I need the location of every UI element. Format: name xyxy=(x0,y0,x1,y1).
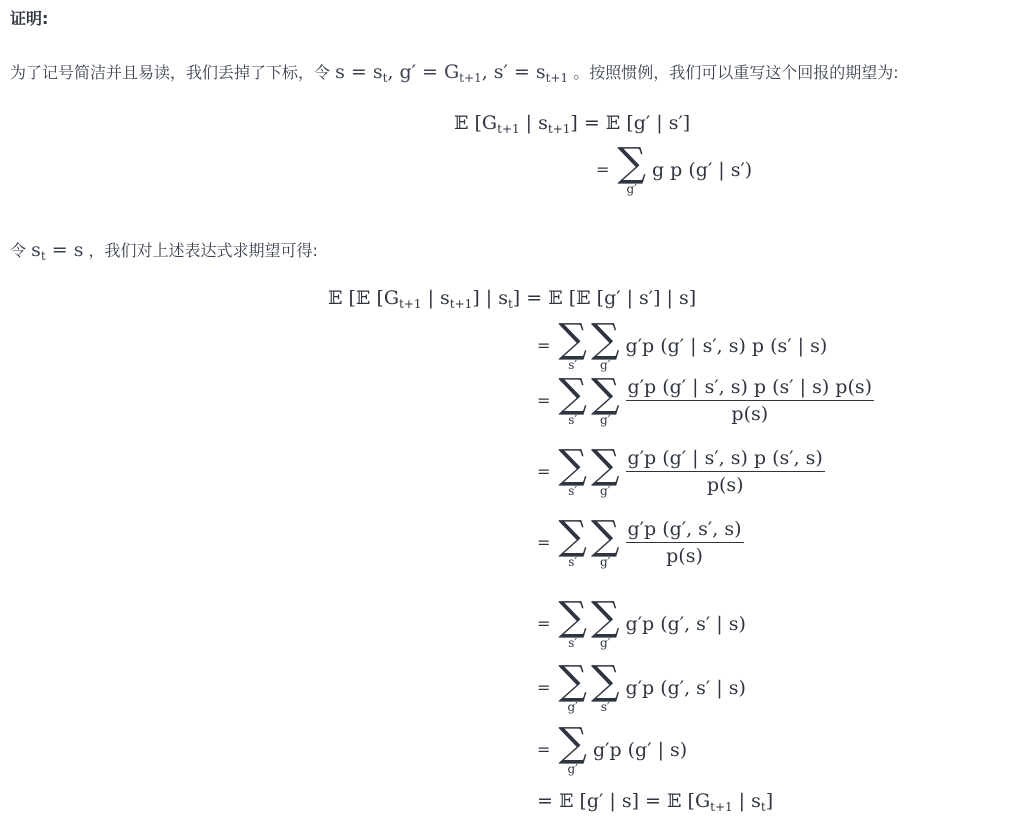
sum-symbol: ∑ g′ xyxy=(590,442,620,498)
sum-symbol: ∑ s′ xyxy=(558,513,587,569)
derivation-line: = ∑ s′ ∑ g′ g′p (g′, s′ | s) xyxy=(537,594,746,650)
sum-symbol: ∑ s′ xyxy=(590,658,620,714)
sum-symbol: ∑ s′ xyxy=(558,316,587,372)
expression: g′p (g′, s′ | s) xyxy=(625,612,746,635)
sum-symbol: ∑ s′ xyxy=(558,371,587,427)
sum-symbol: ∑ s′ xyxy=(558,594,587,650)
derivation-line: = ∑ s′ ∑ g′ $\frac{g'p (g' | s', s) p (s', s)}{p(s)}$ xyxy=(537,442,823,498)
intro-prefix: 为了记号简洁并且易读，我们丢掉了下标，令 xyxy=(10,63,331,82)
eq2-last-line: = 𝔼 [g′ | s] = 𝔼 [$G_{t+1}$ | $s_t$] xyxy=(537,790,774,814)
proof-title: 证明: xyxy=(10,9,49,28)
sum-symbol: ∑ g′ xyxy=(590,594,620,650)
derivation-line: = ∑ g′ ∑ s′ g′p (g′, s′ | s) xyxy=(537,658,746,714)
fraction: $\frac{g'p (g' | s', s) p (s' | s) p(s)}{p(s)}$ xyxy=(627,376,873,425)
derivation-line: = ∑ s′ ∑ g′ $\frac{g'p (g' | s', s) p (s' | s) p(s)}{p(s)}$ xyxy=(537,371,873,427)
intro-suffix: 。按照惯例，我们可以重写这个回报的期望为: xyxy=(573,63,899,82)
derivation-line: = ∑ g′ g′p (g′ | s) xyxy=(537,720,688,776)
expression: g′p (g′ | s) xyxy=(592,738,688,761)
sum-symbol: ∑ g′ xyxy=(558,658,587,714)
eq1-line2: = ∑ g′ g p (g′ | s′) xyxy=(596,140,753,196)
sum-symbol: ∑ g′ xyxy=(590,316,620,372)
expression: g′p (g′ | s′, s) p (s′ | s) xyxy=(625,334,828,357)
derivation-line: = ∑ s′ ∑ g′ g′p (g′ | s′, s) p (s′ | s) xyxy=(537,316,828,372)
derivation-line: = ∑ s′ ∑ g′ $\frac{g'p (g', s', s)}{p(s)}$ xyxy=(537,513,742,569)
intro-paragraph xyxy=(10,60,899,85)
sum-symbol: ∑ g′ xyxy=(590,513,620,569)
eq1-line1: 𝔼 [$G_{t+1}$ | $s_{t+1}$] = 𝔼 [g′ | s′] xyxy=(454,112,691,136)
second-paragraph: 令 $s_t = s$ ，我们对上述表达式求期望可得: xyxy=(10,239,318,263)
sum-symbol: ∑ g′ xyxy=(617,140,646,196)
eq2-line1: 𝔼 [𝔼 [$G_{t+1}$ | $s_{t+1}$] | $s_t$] = 𝔼 [𝔼 [g′ | s′] | s] xyxy=(328,287,697,311)
sum-symbol: ∑ g′ xyxy=(590,371,620,427)
expression: g′p (g′, s′ | s) xyxy=(625,676,746,699)
sum-symbol: ∑ g′ xyxy=(558,720,587,776)
intro-math: $s = s_t$, $g' = G_{t+1}$, $s' = s_{t+1}$ xyxy=(335,61,569,85)
fraction: $\frac{g'p (g', s', s)}{p(s)}$ xyxy=(627,518,742,567)
sum-symbol: ∑ s′ xyxy=(558,442,587,498)
fraction: $\frac{g'p (g' | s', s) p (s', s)}{p(s)}$ xyxy=(627,447,823,496)
